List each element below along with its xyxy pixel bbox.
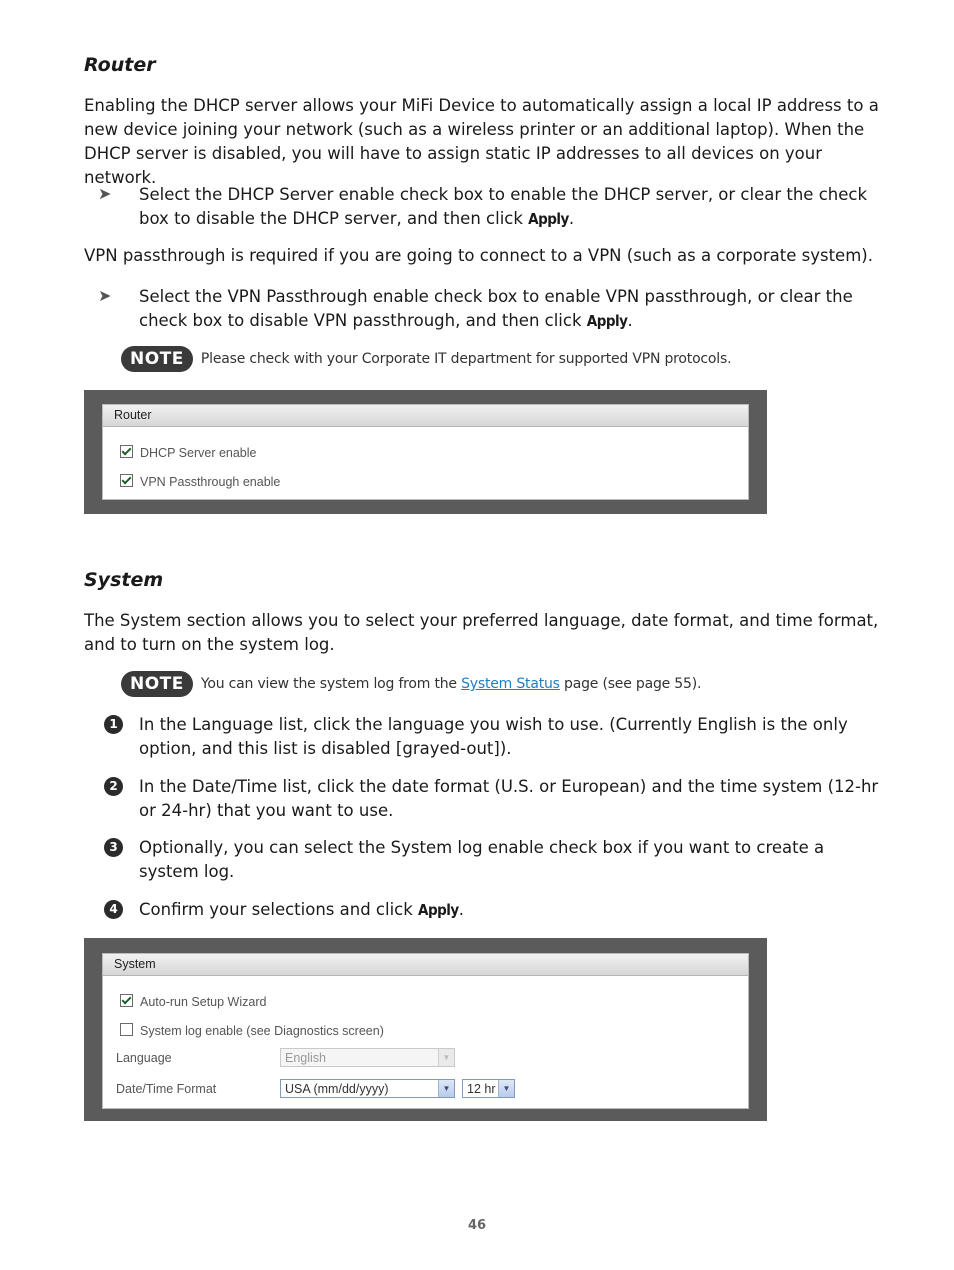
step-text: Confirm your selections and click: [139, 900, 419, 919]
system-log-label: System log enable (see Diagnostics screen): [140, 1024, 384, 1038]
system-note: [121, 671, 701, 697]
note-text: Please check with your Corporate IT department for supported VPN protocols.: [200, 351, 732, 367]
step-number-icon: 2: [104, 777, 123, 796]
router-panel: [102, 404, 749, 500]
vpn-passthrough-checkbox[interactable]: [120, 474, 133, 487]
system-panel-title: System: [103, 954, 748, 976]
language-value: English: [285, 1051, 326, 1065]
step-2: [84, 775, 886, 823]
system-log-checkbox[interactable]: [120, 1023, 133, 1036]
step-text: Optionally, you can select the System log enable check box if you want to create a system log.: [139, 838, 825, 881]
apply-keyword: Apply: [586, 312, 628, 330]
system-screenshot: [84, 938, 767, 1121]
datetime-format-label: Date/Time Format: [116, 1082, 217, 1096]
note-badge: NOTE: [121, 346, 193, 372]
router-intro: Enabling the DHCP server allows your MiFi Device to automatically assign a local IP address to a new device joining your network (such as a wireless printer or an additional laptop). When the DHCP server is disabled, you will have to assign static IP addresses to all devices on your network.: [84, 96, 879, 187]
arrow-bullet-icon: ➤: [98, 286, 112, 305]
date-format-value: USA (mm/dd/yyyy): [285, 1082, 389, 1096]
dhcp-instruction-text: Select the DHCP Server enable check box to enable the DHCP server, or clear the check box to disable the DHCP server, and then click: [139, 185, 868, 228]
vpn-instruction-text: Select the VPN Passthrough enable check box to enable VPN passthrough, or clear the check box to disable VPN passthrough, and then click: [139, 287, 853, 330]
autorun-wizard-label: Auto-run Setup Wizard: [140, 995, 267, 1009]
router-panel-title: Router: [103, 405, 748, 427]
step-4: 4 Confirm your selections and click Apply.: [84, 898, 886, 922]
step-3: [84, 836, 886, 884]
note-text: [201, 676, 701, 692]
note-prefix: You can view the system log from the: [200, 676, 462, 692]
step-text: In the Date/Time list, click the date format (U.S. or European) and the time system (12-hr or 24-hr) that you want to use.: [139, 777, 879, 820]
router-heading: Router: [84, 54, 156, 76]
autorun-wizard-row: [120, 994, 266, 1009]
system-log-row: [120, 1023, 384, 1038]
time-format-select[interactable]: [462, 1079, 515, 1098]
chevron-down-icon[interactable]: ▼: [438, 1080, 454, 1097]
step-number-icon: 3: [104, 838, 123, 857]
autorun-wizard-checkbox[interactable]: [120, 994, 133, 1007]
step-1: [84, 713, 886, 761]
system-heading: System: [84, 569, 164, 591]
step-text: In the Language list, click the language you wish to use. (Currently English is the only option, and this list is disabled [grayed-out]).: [139, 715, 848, 758]
dhcp-server-label: DHCP Server enable: [140, 446, 257, 460]
vpn-passthrough-label: VPN Passthrough enable: [140, 475, 281, 489]
step-number-icon: 1: [104, 715, 123, 734]
system-status-link[interactable]: System Status: [461, 676, 560, 692]
chevron-down-icon: ▼: [438, 1049, 454, 1066]
chevron-down-icon[interactable]: ▼: [498, 1080, 514, 1097]
vpn-instruction: ➤ Select the VPN Passthrough enable check box to enable VPN passthrough, or clear the check box to disable VPN passthrough, and then click Apply.: [98, 286, 853, 330]
system-panel: [102, 953, 749, 1109]
note-suffix: page (see page 55).: [559, 676, 702, 692]
apply-keyword: Apply: [528, 210, 569, 228]
time-format-value: 12 hr: [467, 1082, 496, 1096]
language-select: [280, 1048, 455, 1067]
system-intro: The System section allows you to select your preferred language, date format, and time format, and to turn on the system log.: [84, 611, 879, 654]
vpn-passthrough-enable-row: [120, 474, 280, 489]
note-badge: NOTE: [121, 671, 193, 697]
arrow-bullet-icon: ➤: [98, 184, 112, 203]
page-number: 46: [467, 1218, 487, 1233]
language-label: Language: [116, 1051, 172, 1065]
date-format-select[interactable]: [280, 1079, 455, 1098]
dhcp-server-enable-row: [120, 445, 257, 460]
router-screenshot: [84, 390, 767, 514]
dhcp-server-checkbox[interactable]: [120, 445, 133, 458]
dhcp-instruction: ➤ Select the DHCP Server enable check box to enable the DHCP server, or clear the check box to disable the DHCP server, and then click Apply.: [98, 184, 868, 228]
vpn-intro: VPN passthrough is required if you are going to connect to a VPN (such as a corporate system).: [84, 246, 873, 265]
apply-keyword: Apply: [418, 901, 459, 919]
router-note: [121, 346, 731, 372]
step-number-icon: 4: [104, 900, 123, 919]
